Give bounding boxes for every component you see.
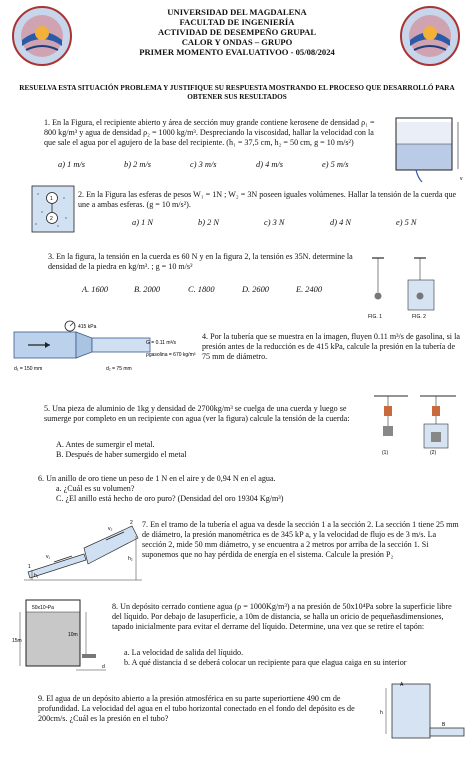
q7-v2-label: v₂ [108,526,113,532]
q5-fig1-label: (1) [382,450,389,456]
question-6-item-c: C. ¿El anillo está hecho de oro puro? (Densidad del oro 19304 Kg/m³) [56,494,284,503]
question-8-figure [12,598,108,674]
q3-option-c: C. 1800 [188,285,215,294]
q4-flow-label: G = 0.11 m³/s [146,340,177,346]
q4-pressure-label: 415 kPa [78,324,97,330]
q2-option-b: b) 2 N [198,218,219,227]
q1-option-c: c) 3 m/s [190,160,217,169]
question-6-item-a: a. ¿Cuál es su volumen? [56,484,135,493]
q2-ball-2-label: 2 [50,216,53,222]
q3-option-a: A. 1600 [82,285,109,294]
question-7-figure [24,514,142,584]
q3-option-e: E. 2400 [296,285,323,294]
question-5-figure [368,392,464,458]
q2-option-e: e) 5 N [396,218,417,227]
question-3-options [82,285,352,294]
q8-h-hole-label: 10m [68,632,78,638]
q9-point-b-label: B [442,722,446,728]
q1-option-d: d) 4 m/s [256,160,283,169]
instructions: RESUELVA ESTA SITUACIÓN PROBLEMA Y JUSTIFIQUE SU RESPUESTA MOSTRANDO EL PROCESO QUE DESARROLLÓ PARA OBTENER SUS RESULTADOS [19,84,455,101]
question-3-figure [362,252,458,322]
question-5-text: 5. Una pieza de aluminio de 1kg y densidad de 2700kg/m³ se cuelga de una cuerda y luego se sumerge por completo en un recipiente con agua (ver la figura) calcule la tensión de la cuerda: [44,404,350,423]
question-7-text: 7. En el tramo de la tubería el agua va desde la sección 1 a la sección 2. La sección 1 tiene 25 mm de diámetro, la presión manométrica es de 345 kP a, y la velocidad de flujo es de 3 m/s. La sección 2, mide 50 mm diámetro, y se encuentra a 2 metros por arriba de la sección 1. Si suponemos que no hay pérdida de energía en el sistema. Calcule la presión P₂ [142,520,459,559]
question-2-text: 2. En la Figura las esferas de pesos W₁ = 1N ; W₂ = 3N poseen iguales volúmenes. Hallar la tensión de la cuerda que une a ambas esferas. (g = 10 m/s²). [78,190,457,209]
q7-h2-label: h₂ [128,556,133,562]
q1-option-b: b) 2 m/s [124,160,151,169]
question-5-item-b: B. Después de haber sumergido el metal [56,450,187,459]
question-4-text: 4. Por la tubería que se muestra en la imagen, fluyen 0.11 m³/s de gasolina, si la presión antes de la reducción es de 415 kPa, calcule la presión en la tubería de 75 mm de diámetro. [202,332,460,361]
q1-option-e: e) 5 m/s [322,160,349,169]
q1-option-a: a) 1 m/s [58,160,85,169]
question-2-options [132,218,462,227]
question-8-item-a: a. La velocidad de salida del líquido. [124,648,244,657]
svg-text:v: v [460,176,463,182]
q9-point-a-label: A [400,682,404,688]
question-5-item-a: A. Antes de sumergir el metal. [56,440,155,449]
q2-option-a: a) 1 N [132,218,153,227]
header-activity: ACTIVIDAD DE DESEMPEÑO GRUPAL [157,27,317,37]
header-university: UNIVERSIDAD DEL MAGDALENA [167,7,307,17]
q3-fig1-label: FIG. 1 [368,314,382,320]
q3-fig2-label: FIG. 2 [412,314,426,320]
question-8-item-b: b. A qué distancia d se deberá colocar un recipiente para que elagua caiga en su interior [124,658,407,667]
q2-option-d: d) 4 N [330,218,351,227]
question-1-options [58,160,388,169]
q8-d-label: d [102,664,105,670]
question-1-figure [388,112,468,184]
question-8-text: 8. Un depósito cerrado contiene agua (ρ = 1000Kg/m³) a na presión de 50x10⁴Pa sobre la superficie libre del líquido. Por debajo de lasuperficie, a 10m de distancia, se halla un oricio de pequeñasdimensiones, tapado inicialmente para evitar el derrame del líquido. Determine, una vez que se retire el tapón: [112,602,452,631]
q7-h1-label: h₁ [34,573,39,579]
q9-h-label: h [380,710,383,716]
q4-d1-label: d₁ = 150 mm [14,366,43,372]
question-2-figure [30,184,76,234]
question-9-text: 9. El agua de un depósito abierto a la presión atmosférica en su parte superiortiene 490 cm de profundidad. La velocidad del agua en el tubo horizontal conectado en el fondo del depósito es de 200cm/s. ¿Cuál es la presión en el tubo? [38,694,355,723]
q3-option-d: D. 2600 [242,285,269,294]
q4-density-label: ρgasolina = 670 kg/m³ [146,352,196,358]
question-4-figure [10,318,200,376]
q4-d2-label: d₂ = 75 mm [106,366,132,372]
header-course: CALOR Y ONDAS – GRUPO [181,37,293,47]
question-3-text: 3. En la figura, la tensión en la cuerda es 60 N y en la figura 2, la tensión es 35N. determine la densidad de la piedra en kg/m³. ; g = 10 m/s² [48,252,353,271]
q7-v1-label: v₁ [46,554,51,560]
q5-fig2-label: (2) [430,450,437,456]
q8-pressure-label: 50x10⁴Pa [32,605,54,611]
q2-option-c: c) 3 N [264,218,285,227]
q8-h-total-label: 15m [12,638,22,644]
question-1-text: 1. En la Figura, el recipiente abierto y área de sección muy grande contiene kerosene de densidad ρ₁ = 800 kg/m³ y agua de densidad ρ₂ = 1000 kg/m³. Despreciando la viscosidad, hallar la velocidad con la que sale el agua por el agujero de la base del recipiente. (h₁ = 37,5 cm, h₂ = 50 cm, g = 10 m/s²) [44,118,375,147]
q3-option-b: B. 2000 [134,285,161,294]
header-faculty: FACULTAD DE INGENIERÍA [179,17,295,27]
q7-section-1-label: 1 [28,564,31,570]
q2-ball-1-label: 1 [50,196,53,202]
question-9-figure [378,678,466,748]
q7-section-2-label: 2 [130,520,133,526]
question-6-text: 6. Un anillo de oro tiene un peso de 1 N en el aire y de 0,94 N en el agua. [38,474,276,483]
header-moment: PRIMER MOMENTO EVALUATIVOO - 05/08/2024 [139,47,335,57]
